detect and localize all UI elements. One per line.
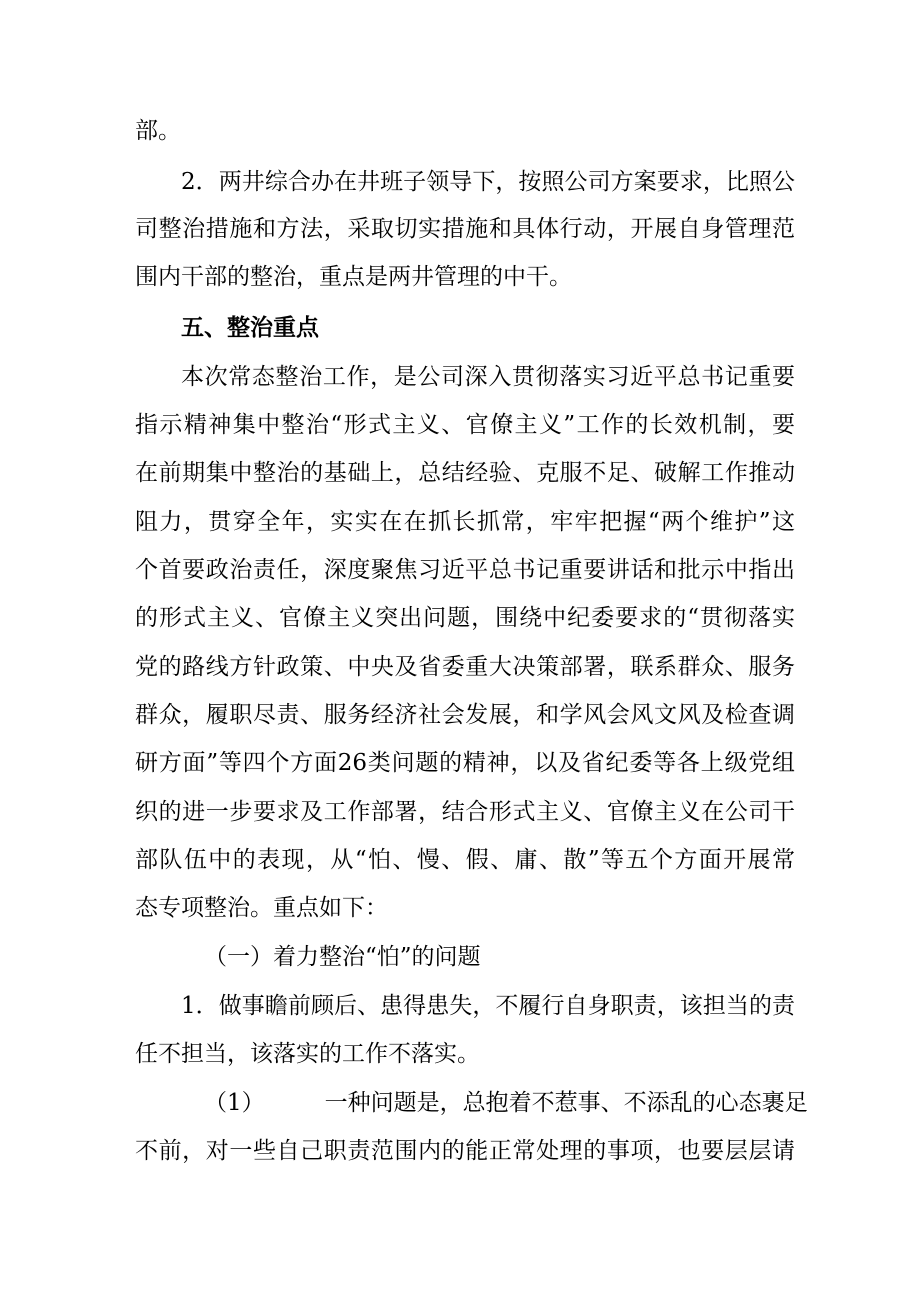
item2-line-1: 2．两井综合办在井班子领导下，按照公司方案要求，比照公	[181, 169, 795, 195]
point1-1-text-1: 一种问题是，总抱着不惹事、不添乱的心态裹足	[324, 1090, 808, 1116]
section5-line-12: 态专项整治。重点如下：	[135, 895, 388, 921]
section5-line-11: 部队伍中的表现，从“怕、慢、假、庸、散”等五个方面开展常	[135, 847, 795, 873]
section5-line-7: 党的路线方针政策、中央及省委重大决策部署，联系群众、服务	[135, 654, 795, 680]
section5-line-9: 研方面”等四个方面26类问题的精神，以及省纪委等各上级党组	[135, 750, 795, 776]
point1-1-line-1	[204, 1088, 808, 1118]
section5-line-1: 本次常态整治工作，是公司深入贯彻落实习近平总书记重要	[181, 364, 795, 390]
item2-line-3: 围内干部的整治，重点是两井管理的中干。	[135, 264, 572, 290]
section5-line-8: 群众，履职尽责、服务经济社会发展，和学风会风文风及检查调	[135, 702, 795, 728]
section5-line-3: 在前期集中整治的基础上，总结经验、克服不足、破解工作推动	[135, 460, 795, 486]
point1-1-line-2: 不前，对一些自己职责范围内的能正常处理的事项，也要层层请	[135, 1138, 795, 1164]
section5-heading: 五、整治重点	[181, 315, 319, 341]
top-fragment: 部。	[135, 118, 181, 144]
point1-line-1: 1．做事瞻前顾后、患得患失，不履行自身职责，该担当的责	[181, 993, 795, 1019]
subsection1-heading: （一）着力整治“怕”的问题	[204, 944, 481, 970]
item2-line-2: 司整治措施和方法，采取切实措施和具体行动，开展自身管理范	[135, 216, 795, 242]
section5-line-6: 的形式主义、官僚主义突出问题，围绕中纪委要求的“贯彻落实	[135, 605, 795, 631]
section5-line-5: 个首要政治责任，深度聚焦习近平总书记重要讲话和批示中指出	[135, 557, 795, 583]
section5-line-2: 指示精神集中整治“形式主义、官僚主义”工作的长效机制，要	[135, 412, 795, 438]
point1-line-2: 任不担当，该落实的工作不落实。	[135, 1041, 480, 1067]
section5-line-4: 阻力，贯穿全年，实实在在抓长抓常，牢牢把握“两个维护”这	[135, 509, 795, 535]
section5-line-10: 织的进一步要求及工作部署，结合形式主义、官僚主义在公司干	[135, 799, 795, 825]
point1-1-label: （1）	[204, 1090, 265, 1116]
